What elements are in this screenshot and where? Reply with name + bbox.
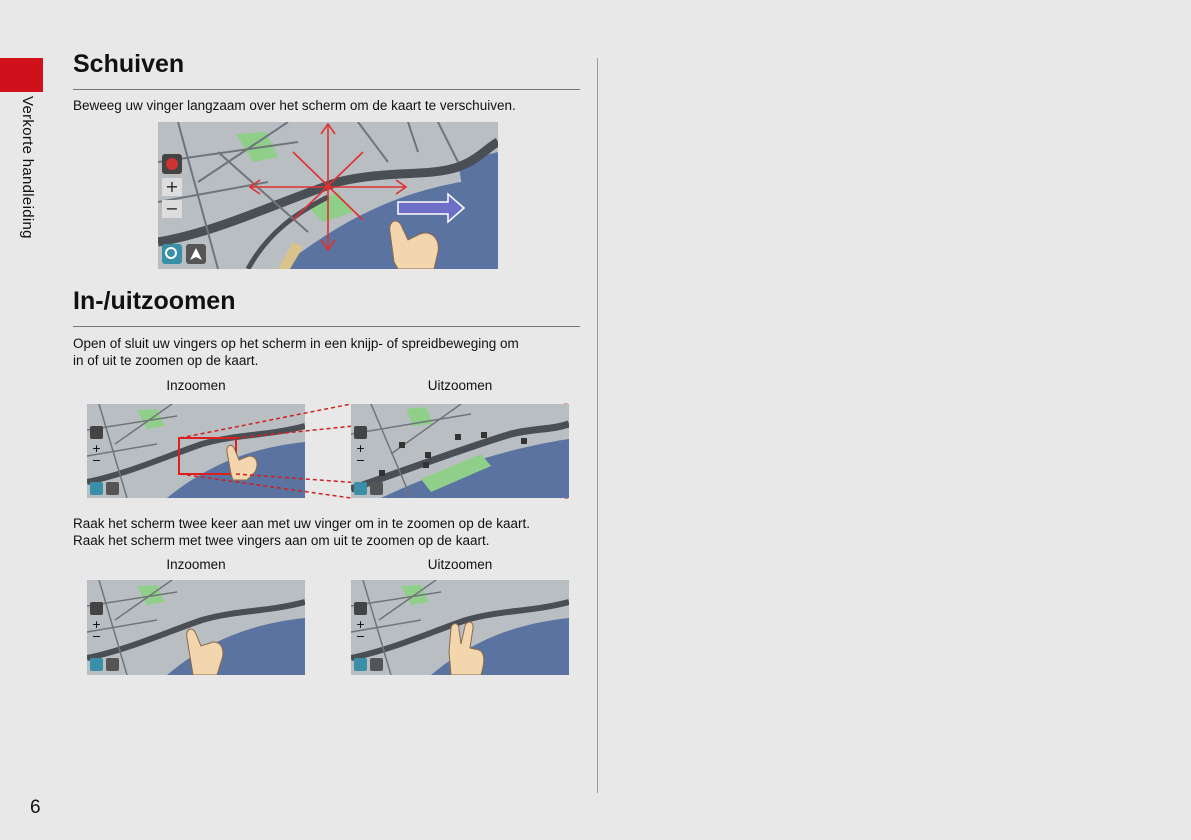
pinch-map-right — [351, 404, 569, 498]
sidebar-label: Verkorte handleiding — [19, 96, 36, 239]
section-title-schuiven: Schuiven — [73, 50, 185, 78]
search-icon — [354, 658, 367, 671]
compass-icon — [354, 426, 367, 439]
zoom-body-line2: in of uit te zoomen op de kaart. — [73, 353, 259, 368]
section-title-zoom: In-/uitzoomen — [73, 287, 236, 315]
zoom-out-icon: − — [355, 454, 366, 467]
caption-uitzoomen: Uitzoomen — [427, 378, 493, 393]
zoom-body-line1: Open of sluit uw vingers op het scherm in een knijp- of spreidbeweging om — [73, 336, 519, 351]
zoom-out-icon: − — [165, 199, 179, 218]
caption2-inzoomen: Inzoomen — [166, 557, 226, 572]
compass-icon — [90, 602, 103, 615]
page-number: 6 — [30, 797, 41, 818]
navigation-arrow-icon — [370, 482, 383, 495]
zoom-in-icon: + — [355, 442, 366, 455]
zoom-out-icon: − — [91, 630, 102, 643]
zoom-out-icon: − — [91, 454, 102, 467]
navigation-arrow-icon — [106, 658, 119, 671]
search-icon — [90, 658, 103, 671]
zoom-in-icon: + — [91, 618, 102, 631]
zoom-in-icon: + — [91, 442, 102, 455]
tap-body-line1: Raak het scherm twee keer aan met uw vinger om in te zoomen op de kaart. — [73, 516, 530, 531]
double-tap-map — [87, 580, 305, 675]
section-body-schuiven: Beweeg uw vinger langzaam over het scherm om de kaart te verschuiven. — [73, 98, 516, 113]
two-finger-tap-map — [351, 580, 569, 675]
caption2-uitzoomen: Uitzoomen — [427, 557, 493, 572]
search-icon — [354, 482, 367, 495]
compass-icon — [354, 602, 367, 615]
zoom-in-icon: + — [165, 177, 179, 196]
zoom-out-icon: − — [355, 630, 366, 643]
zoom-in-icon: + — [355, 618, 366, 631]
tap-body-line2: Raak het scherm met twee vingers aan om uit te zoomen op de kaart. — [73, 533, 490, 548]
caption-inzoomen: Inzoomen — [166, 378, 226, 393]
navigation-arrow-icon — [370, 658, 383, 671]
